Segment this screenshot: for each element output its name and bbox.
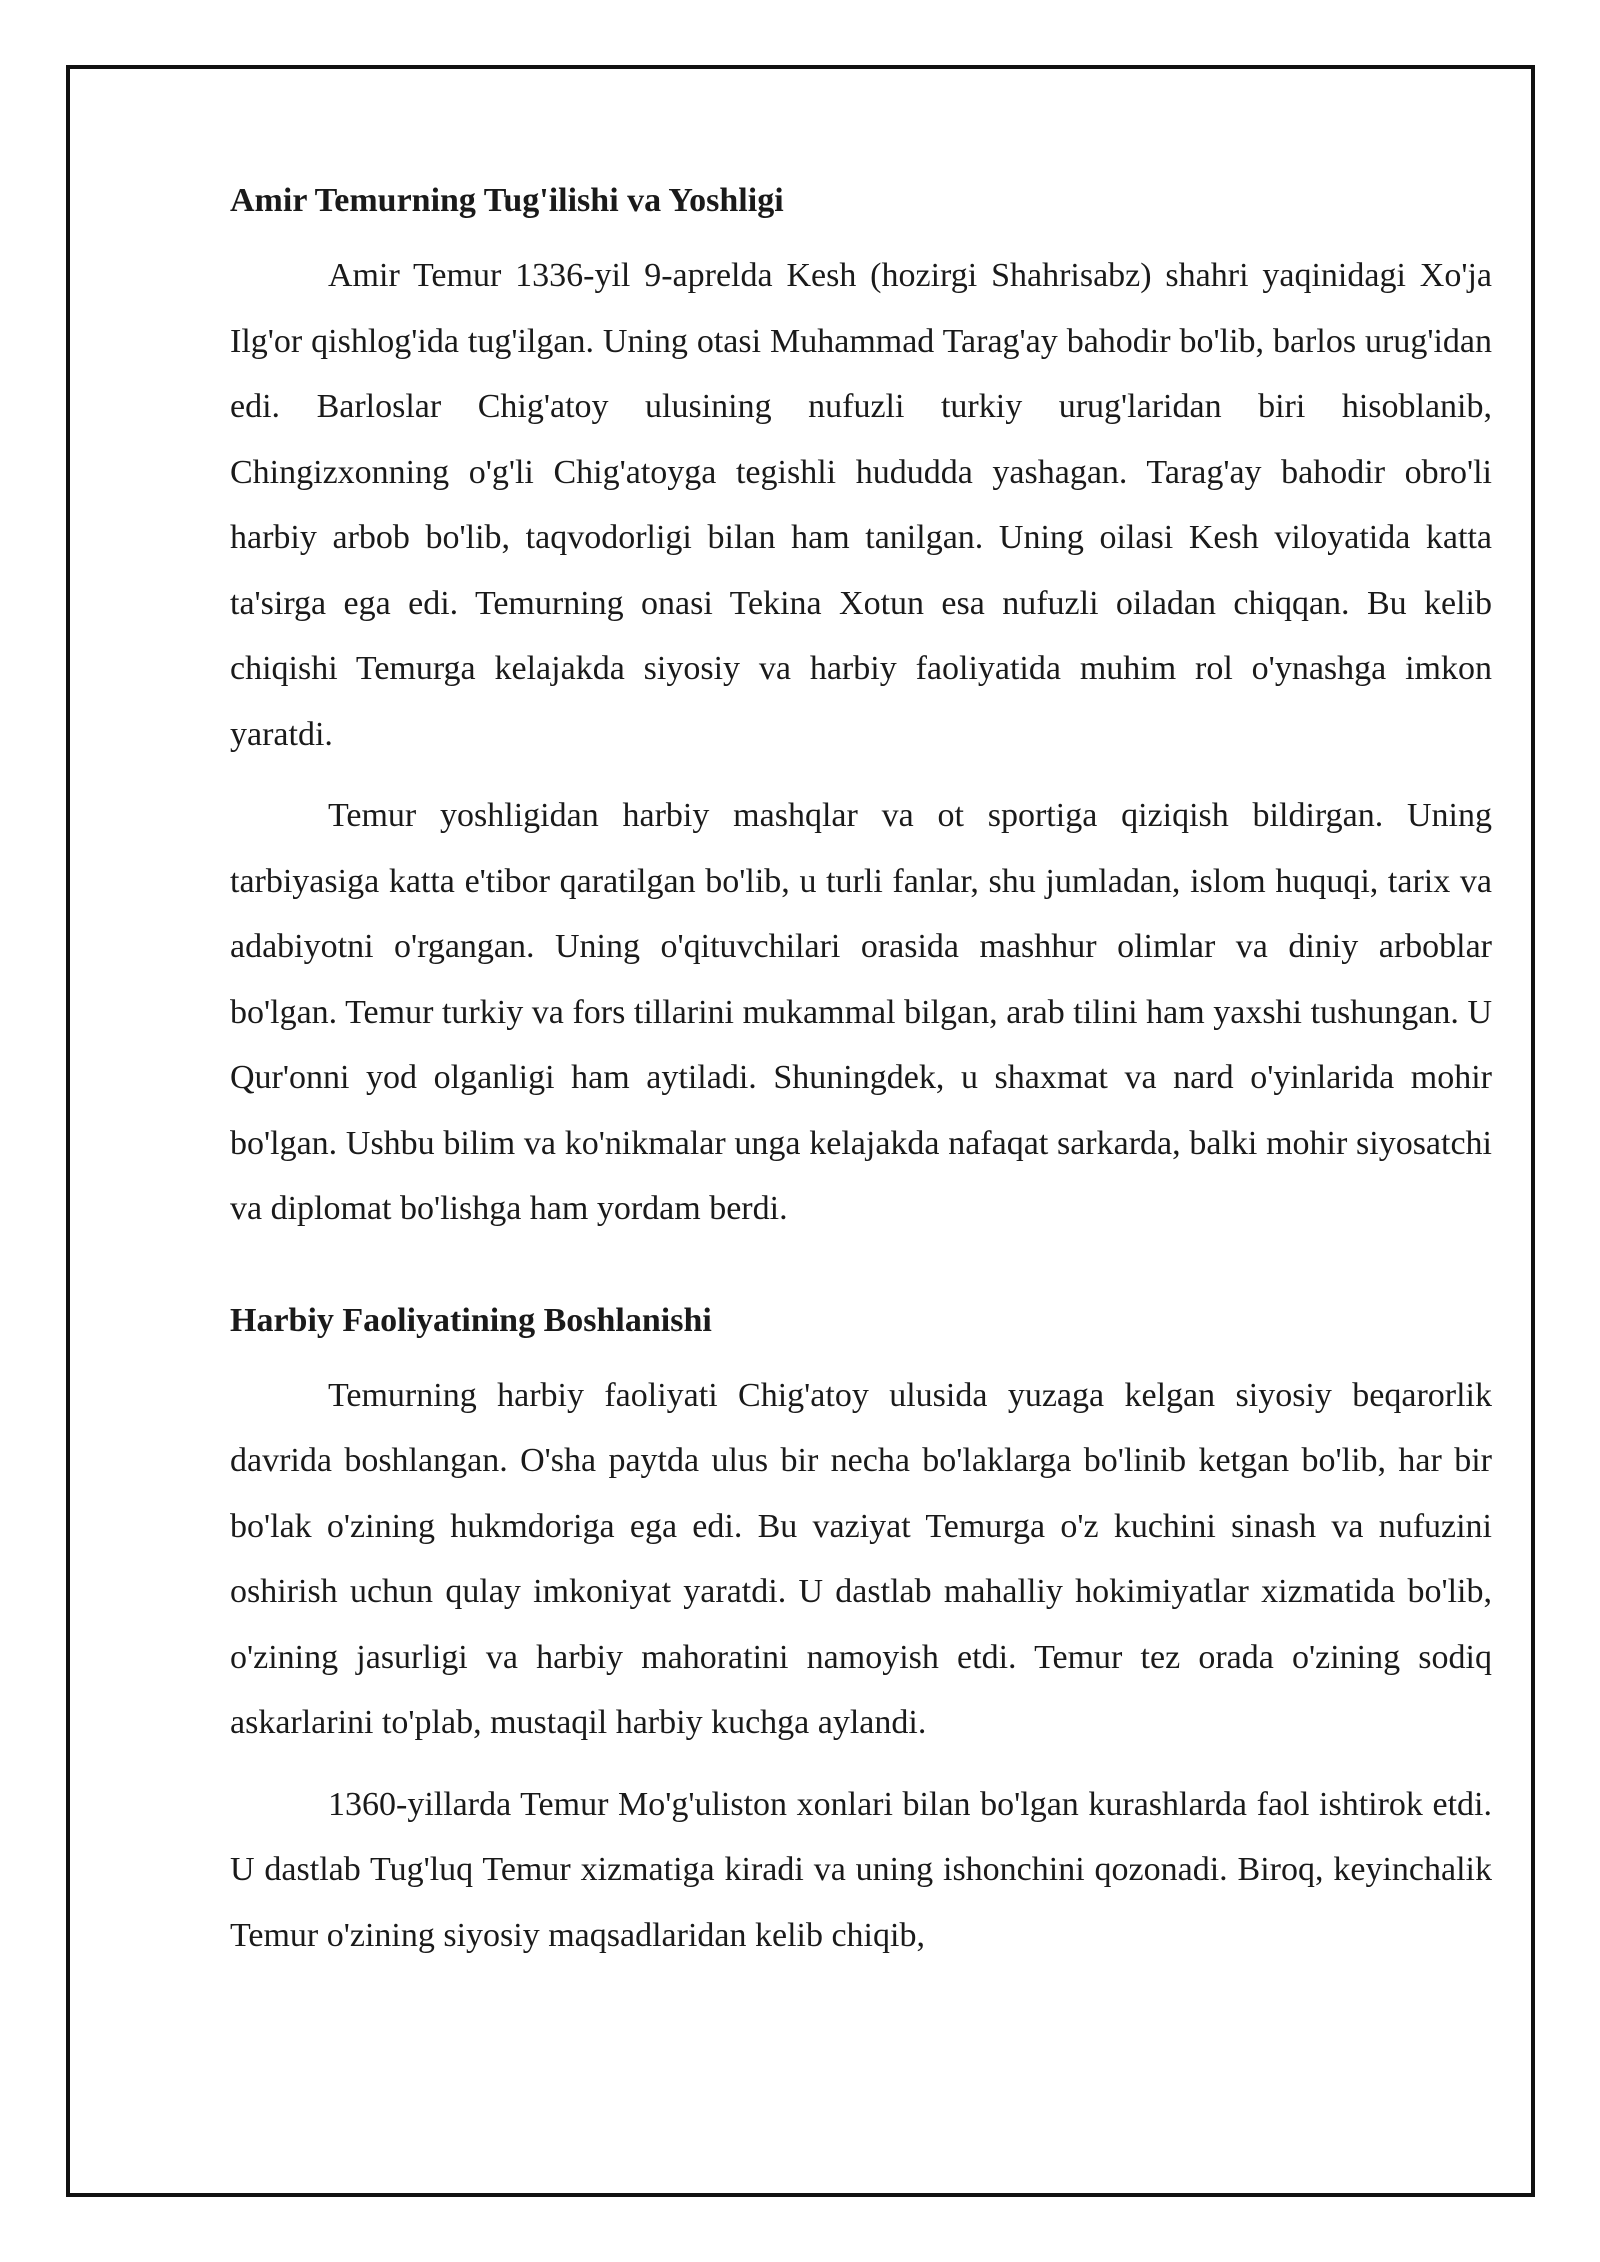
paragraph: Amir Temur 1336-yil 9-aprelda Kesh (hozirgi Shahrisabz) shahri yaqinidagi Xo'ja Ilg'or qishlog'ida tug'ilgan. Uning otasi Muhammad Tarag'ay bahodir bo'lib, barlos urug'idan edi. Barloslar Chig'atoy ulusining nufuzli turkiy urug'laridan biri hisoblanib, Chingizxonning o'g'li Chig'atoyga tegishli hududda yashagan. Tarag'ay bahodir obro'li harbiy arbob bo'lib, taqvodorligi bilan ham tanilgan. Uning oilasi Kesh viloyatida katta ta'sirga ega edi. Temurning onasi Tekina Xotun esa nufuzli oiladan chiqqan. Bu kelib chiqishi Temurga kelajakda siyosiy va harbiy faoliyatida muhim rol o'ynashga imkon yaratdi. [230, 257, 1492, 753]
section-heading-military-beginning: Harbiy Faoliyatining Boshlanishi [230, 1301, 712, 1339]
paragraph: Temur yoshligidan harbiy mashqlar va ot sportiga qiziqish bildirgan. Uning tarbiyasiga katta e'tibor qaratilgan bo'lib, u turli fanlar, shu jumladan, islom huquqi, tarix va adabiyotni o'rgangan. Uning o'qituvchilari orasida mashhur olimlar va diniy arboblar bo'lgan. Temur turkiy va fors tillarini mukammal bilgan, arab tilini ham yaxshi tushungan. U Qur'onni yod olganligi ham aytiladi. Shuningdek, u shaxmat va nard o'yinlarida mohir bo'lgan. Ushbu bilim va ko'nikmalar unga kelajakda nafaqat sarkarda, balki mohir siyosatchi va diplomat bo'lishga ham yordam berdi. [230, 797, 1492, 1227]
paragraph: 1360-yillarda Temur Mo'g'uliston xonlari bilan bo'lgan kurashlarda faol ishtirok etdi. U dastlab Tug'luq Temur xizmatiga kiradi va uning ishonchini qozonadi. Biroq, keyinchalik Temur o'zining siyosiy maqsadlaridan kelib chiqib, [230, 1785, 1492, 1954]
paragraph: Temurning harbiy faoliyati Chig'atoy ulusida yuzaga kelgan siyosiy beqarorlik davrida boshlangan. O'sha paytda ulus bir necha bo'laklarga bo'linib ketgan bo'lib, har bir bo'lak o'zining hukmdoriga ega edi. Bu vaziyat Temurga o'z kuchini sinash va nufuzini oshirish uchun qulay imkoniyat yaratdi. U dastlab mahalliy hokimiyatlar xizmatida bo'lib, o'zining jasurligi va harbiy mahoratini namoyish etdi. Temur tez orada o'zining sodiq askarlarini to'plab, mustaqil harbiy kuchga aylandi. [230, 1376, 1492, 1741]
document-body [230, 168, 1492, 1984]
section-heading-birth-youth: Amir Temurning Tug'ilishi va Yoshligi [230, 182, 784, 219]
